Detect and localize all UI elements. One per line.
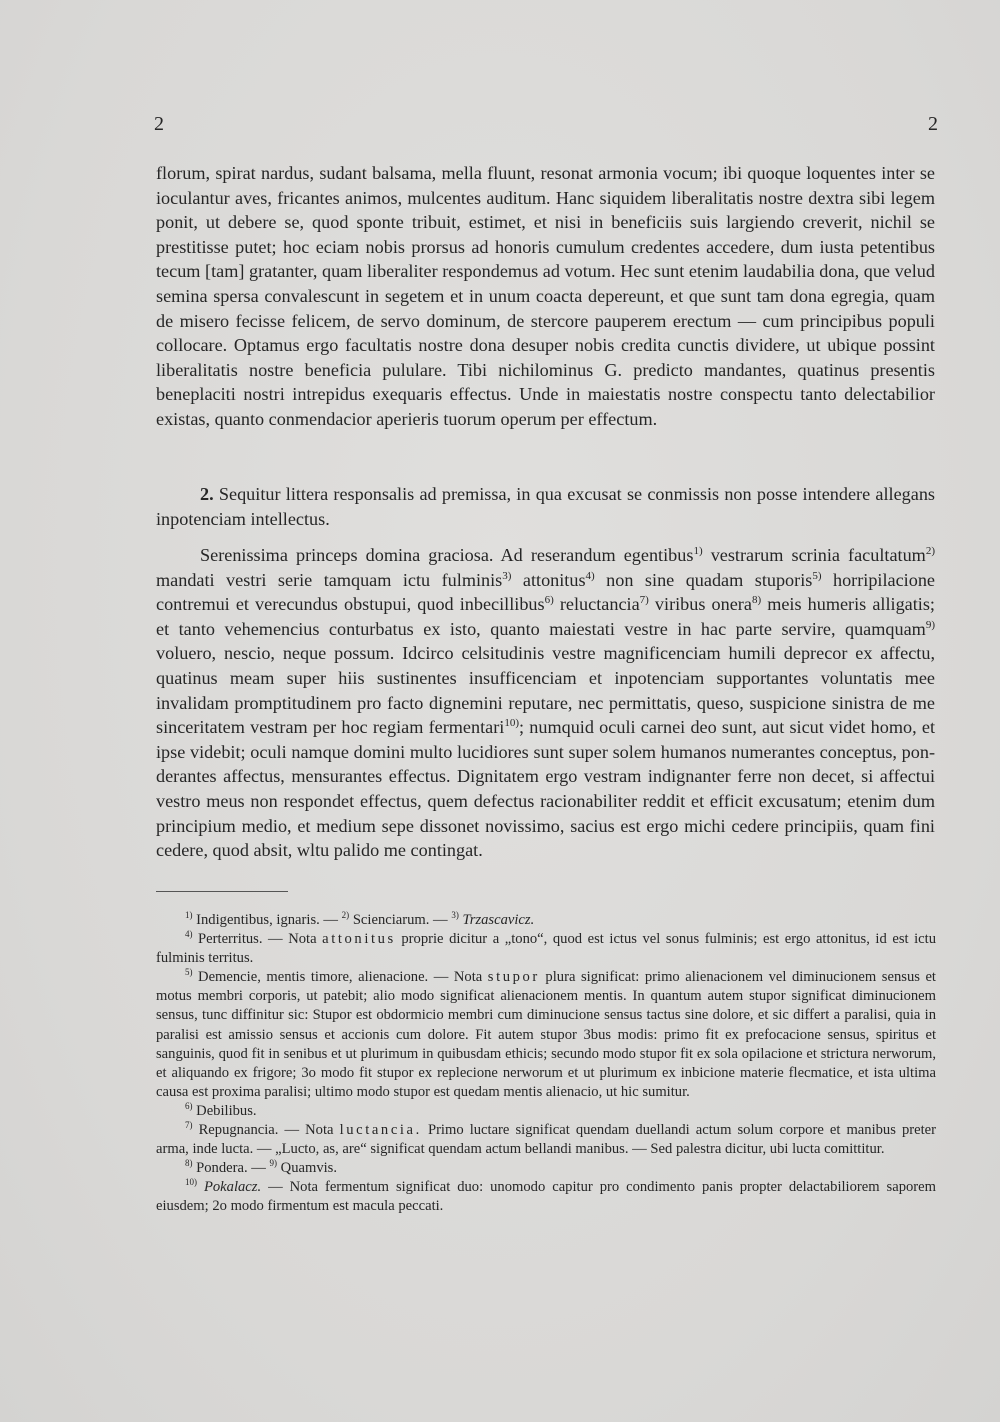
paragraph-1-text: florum, spirat nardus, sudant balsama, mella fluunt, resonat armonia vocum; ibi quoque loquentes inter se ioculantur aves, fricantes animos, mulcentes auditum. Hanc siquidem liberalitatis nostre dextra sibi legem ponit, ut debere se, quod sponte tribuit, estimet, et nisi in beneficiis suis largiendo creverit, nichil se prestitisse putet; hoc eciam nobis prorsus ad honoris cumulum credentes accedere, dum iusta petentibus tecum [tam] gratanter, quam liberaliter respondemus ad votum. Hec sunt etenim laudabilia dona, que velud semina spersa convalescunt in segetem et in unum coacta depereunt, et que sunt tam dona egregia, quam de misero fecisse felicem, de servo dominum, de stercore pauperem erectum — cum principibus populi collocare. Optamus ergo facultatis nostre dona desuper nobis credita cunctis dividere, ut ubique possint liberalitatis nostre beneficia pululare. Tibi nichilominus G. predicto mandantes, quatinus presentis beneplaciti nostri intrepidus exequaris effectus. Unde in maiestatis nostre conspectu tanto delectabilior existas, quanto conmendacior aperieris tuorum operum per effectum. [156,163,935,429]
letter-text: vestrarum scrinia facultatum [702,545,926,565]
footnote-text: Trzascavicz. [462,912,535,928]
letter-text: ; numquid oculi carnei deo sunt, aut sicut videt homo, et ipse videbit; oculi namque domini multo lucidiores sunt super solem humanos numerantes conceptus, ponderantes affectus, mensurantes effectus. Dignitatem ergo vestram indignanter ferre non decet, si affectui vestro meus non respondet effectus, quem defectus racionabiliter reddit et efficit excusatum; etenim dum principium medio, et medium sepe dissonet novissimo, sacius est ergo michi cedere principiis, quam fini cedere, quod absit, wltu palido me contingat. [156,717,935,861]
footnote-number: 4) [185,929,193,940]
footnote-italic: Pokalacz. [203,1179,262,1196]
footnote-ref: 5) [812,569,822,582]
paragraph-1 [156,161,935,432]
footnote-text: Perterritus. — Nota [192,931,323,948]
footnote-number: 8) [185,1158,193,1169]
footnote-number: 6) [185,1101,193,1112]
footnote-number: 5) [185,967,193,978]
letter-text: mandati vestri serie tamquam ictu fulminis [156,569,503,590]
footnote-4 [156,930,936,968]
footnote-ref: 1) [693,544,703,557]
paragraph-3 [156,543,935,863]
footnote-ref: 2) [925,544,935,557]
letter-text: voluero, nescio, neque possum. Idcirco celsitudinis vestre magnificenciam humili deprecor ex affectu, quatinus meam super hiis sustinentes insufficenciam et inpotenciam supportantes voluntatis mee invalidam promptitudinem pro facto dignemini reputare, nec permittatis, queso, suspicione sinistra de me sinceritatem vestram per hoc regiam fermentari [156,643,935,738]
letter-text: viribus onera [648,594,752,615]
footnote-6 [156,1102,936,1121]
footnote-5 [156,968,936,1102]
letter-text: horripilacione contremui et verecundus obstupui, quod inbecillibus [156,569,935,615]
footnote-emphasis: luctancia. [339,1122,422,1139]
footnote-text: Scienciarum. — [349,912,452,928]
section-2-heading [156,482,935,531]
footnote-ref: 8) [751,594,762,607]
letter-text: reluctancia [553,594,640,615]
footnote-emphasis: attonitus [322,931,396,948]
footnote-ref: 4) [585,569,595,582]
footnote-text: Debilibus. [192,1102,257,1119]
footnote-text: Pondera. — [192,1160,270,1177]
footnote-text: — Nota fermentum significat duo: unomodo capitur pro condimento panis propter delactabiliorem saporem eiusdem; 2o modo firmentum est macula peccati. [156,1179,936,1215]
footnote-number: 3) [451,910,459,921]
section-number: 2. [200,484,214,504]
section-2-text: Sequitur littera responsalis ad premissa, in qua excusat se conmissis non posse intendere allegans inpotenciam intellectus. [156,484,935,529]
footnote-8-9 [156,1159,936,1178]
footnote-10 [156,1178,936,1216]
footnote-text: Indigentibus, ignaris. — [192,912,342,928]
footnote-ref: 9) [925,618,935,631]
footnote-ref: 6) [544,594,554,607]
footnote-number: 7) [185,1120,193,1131]
footnote-emphasis: stupor [487,969,540,986]
footnote-text: proprie dicitur a „tono“, quod est ictus vel sonus fulminis; est ergo attonitus, id est ictu fulminis territus. [156,931,936,967]
footnote-ref: 7) [639,594,649,607]
footnote-text: plura significat: primo alienacionem vel diminucionem sensus et motus membri corporis, ut patebit; alio modo significat alienacionem mentis. In quantum autem stupor significat diminucionem sensus, tunc diffinitur sic: Stupor est obdormicio membri cum diminucione sensus tactus sine dolore, et sic differt a paralisi, quia in paralisi est amissio sensus et accionis cum dolore. Fit autem stupor 3bus modis: primo fit ex prefocacione sensus, spiritus et sanguinis, quod fit in senibus et ut plurimum in quibusdam ethicis; secundo modo stupor fit ex sola opilacione et strictura nerworum, et aliquando ex frigore; 3o modo fit stupor ex replecione nerworum et ut plurimum ex inbicione materie flecmatice, et ista ultima causa est proxima paralisi; ultimo modo stupor est quedam mentis alienacio, ut hic sumitur. [156,969,936,1100]
letter-text: Serenissima princeps domina graciosa. Ad reserandum egentibus [200,545,694,565]
letter-text: attonitus [511,569,586,590]
letter-text: non sine quadam stuporis [594,569,813,590]
footnote-text: Demencie, mentis timore, alienacione. — Nota [192,969,488,986]
footnote-number: 9) [269,1158,278,1169]
page-number-left: 2 [154,113,164,135]
page-number-right: 2 [928,113,938,135]
footnote-number: 10) [185,1177,197,1188]
footnote-number: 2) [341,910,350,921]
footnote-text: Repugnancia. — Nota [192,1122,340,1139]
footnote-ref: 10) [504,717,519,730]
footnote-divider [156,891,288,892]
footnote-ref: 3) [502,569,512,582]
footnote-number: 1) [185,910,193,921]
footnote-text: Primo luctare significat quendam duellandi actum solum corpore et manibus preter arma, inde lucta. — „Lucto, as, are“ significat quendam actum bellandi manibus. — Sed palestra dicitur, ubi lucta comittitur. [156,1122,937,1158]
footnote-text: Quamvis. [277,1160,338,1177]
footnote-1-3 [156,911,936,930]
footnote-7 [156,1121,936,1159]
letter-text: meis humeris alligatis; et tanto vehemencius conturbatus ex isto, quanto maiestati vestre in hac parte servire, quamquam [156,594,935,639]
footnotes [156,911,936,1217]
